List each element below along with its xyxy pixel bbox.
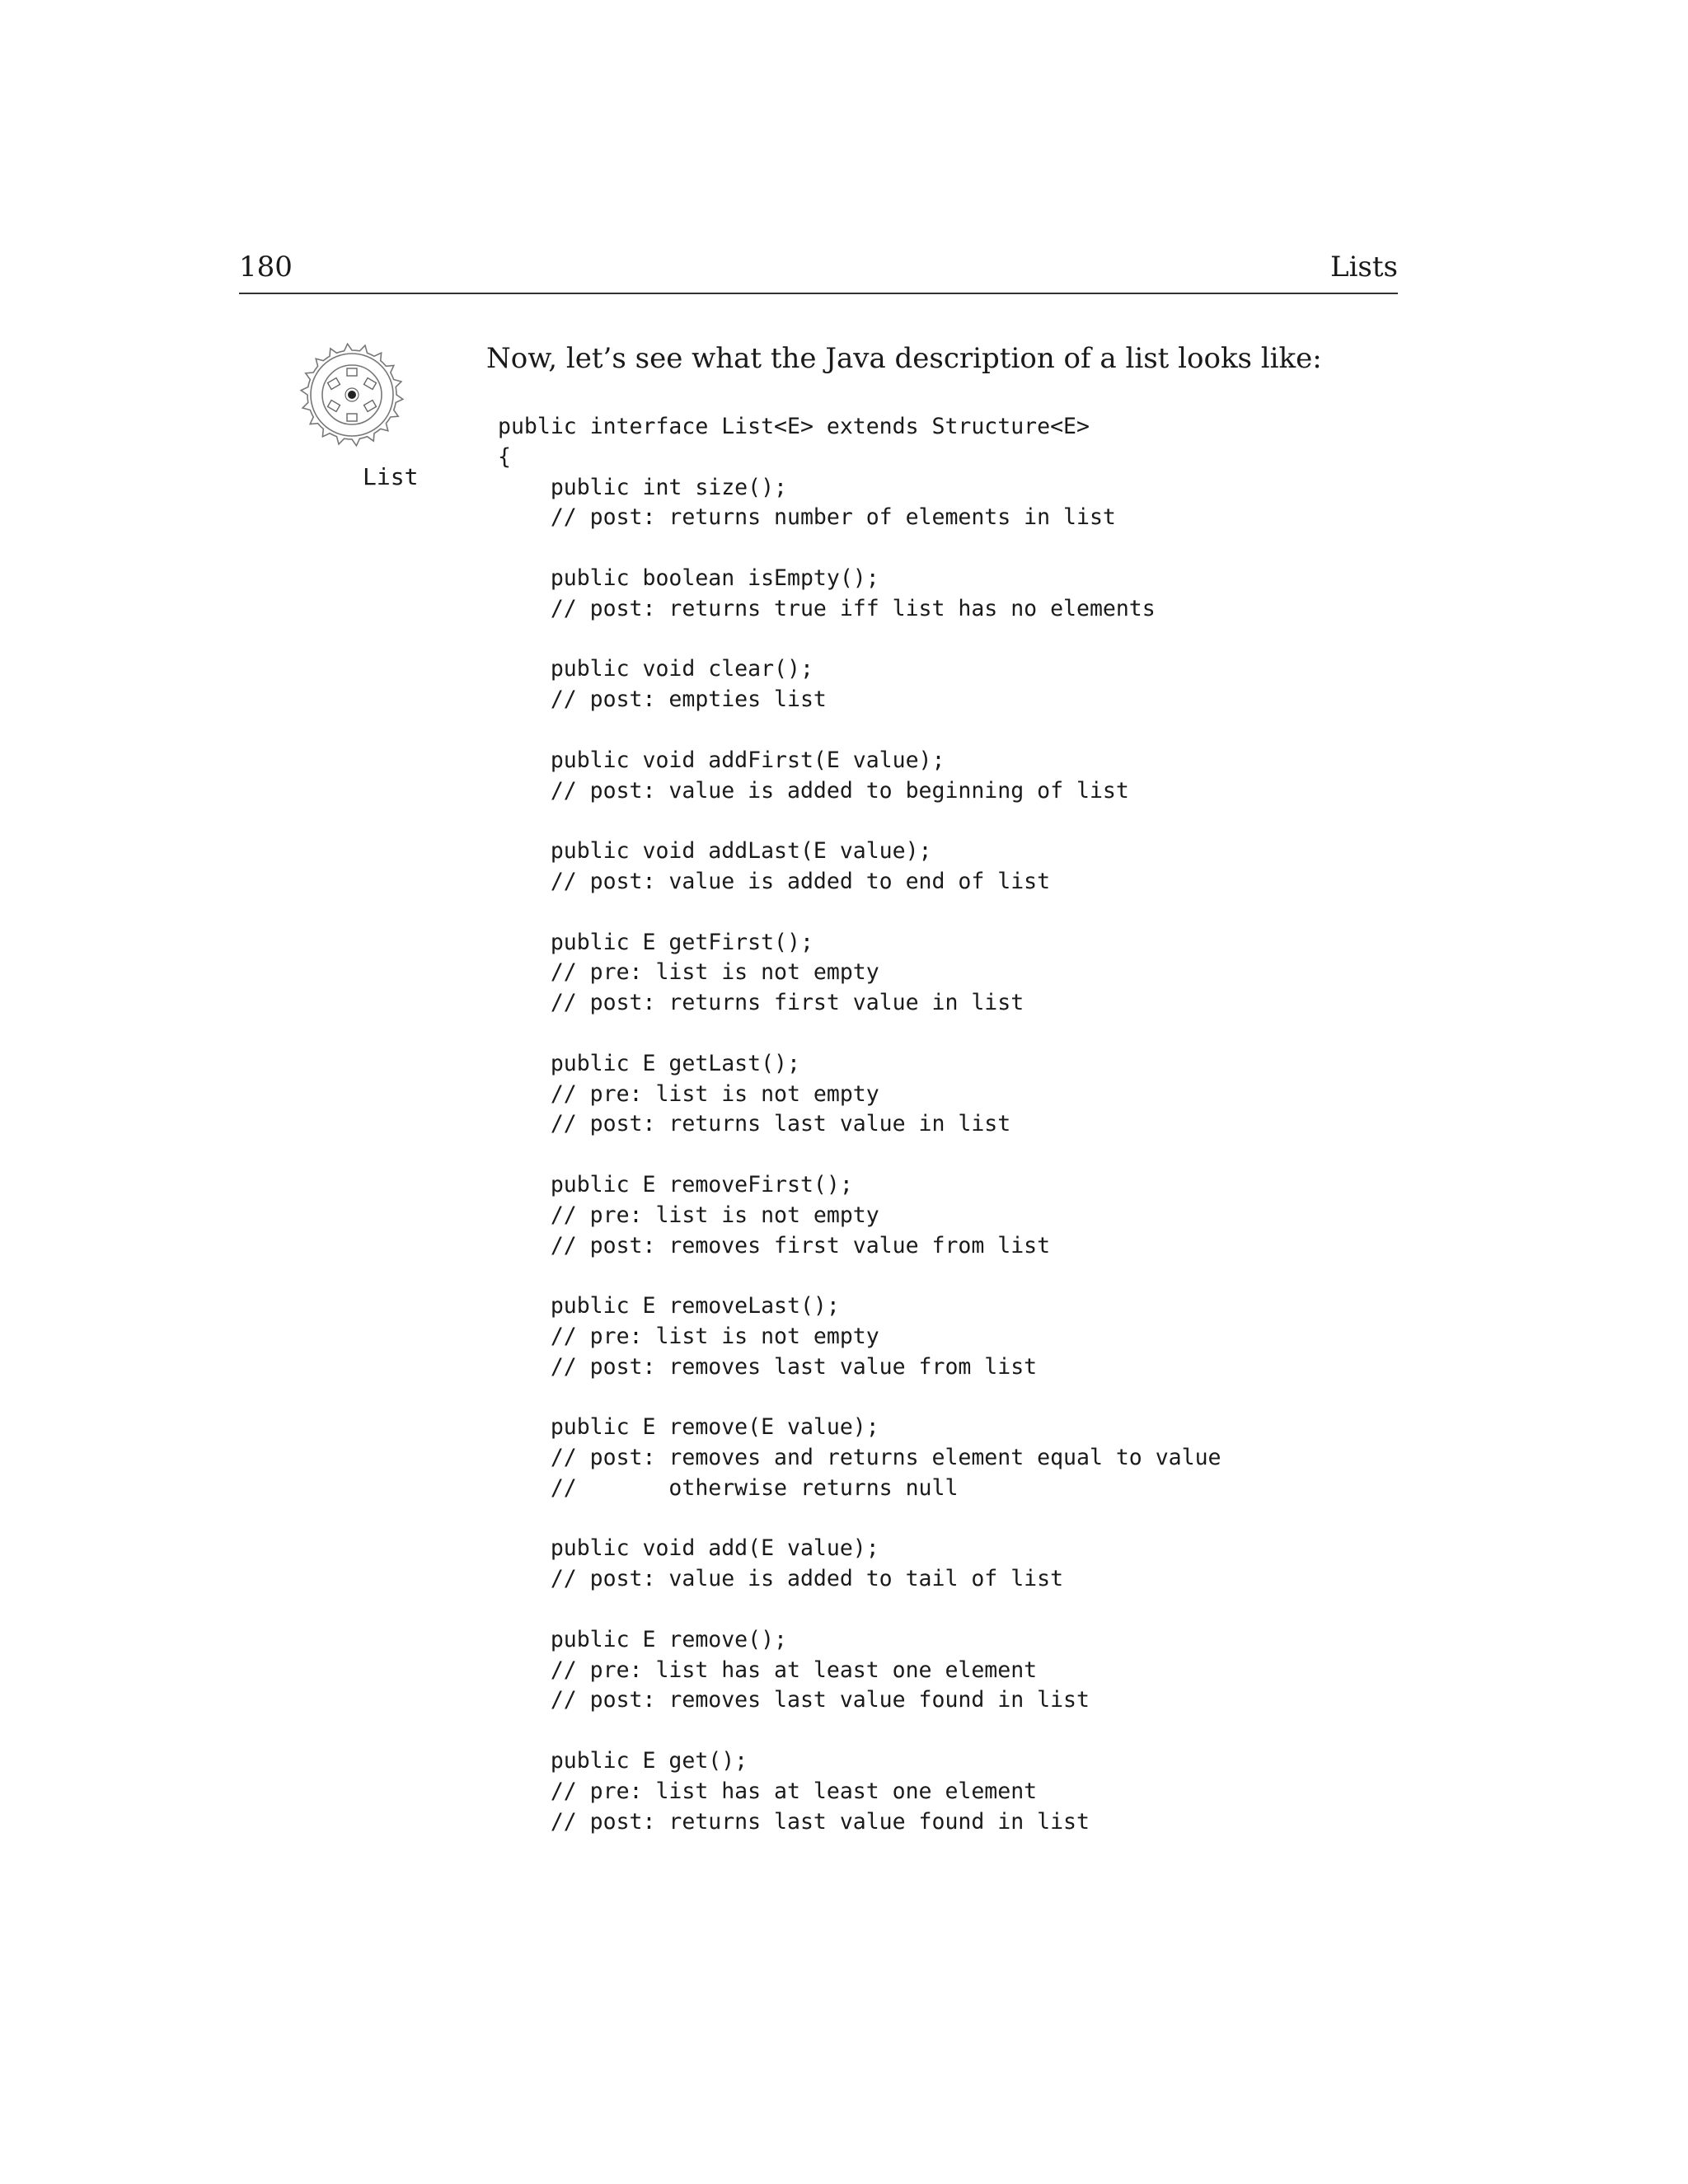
code-line	[498, 898, 1221, 928]
code-line	[498, 1383, 1221, 1413]
code-line: // post: removes last value found in list	[498, 1687, 1090, 1713]
code-line: // post: returns last value found in list	[498, 1808, 1090, 1835]
intro-paragraph: Now, let’s see what the Java description of a list looks like:	[486, 342, 1322, 375]
code-line: // otherwise returns null	[498, 1474, 959, 1501]
code-line	[498, 625, 1221, 655]
code-line: public boolean isEmpty();	[498, 565, 879, 591]
code-line	[498, 715, 1221, 746]
code-line: // post: value is added to end of list	[498, 868, 1051, 894]
page-header	[239, 251, 1398, 290]
code-line: // post: returns last value in list	[498, 1111, 1011, 1137]
code-line	[498, 1716, 1221, 1746]
code-listing	[498, 412, 1221, 1837]
code-line: public E removeLast();	[498, 1293, 840, 1319]
code-line: // post: returns true iff list has no elements	[498, 595, 1156, 621]
code-line: // pre: list is not empty	[498, 959, 879, 986]
page-number: 180	[239, 251, 293, 284]
code-line: public E removeFirst();	[498, 1171, 853, 1197]
code-line: public E getFirst();	[498, 929, 814, 955]
code-line: public void clear();	[498, 656, 814, 682]
code-line: // pre: list is not empty	[498, 1323, 879, 1349]
code-line: // pre: list has at least one element	[498, 1778, 1038, 1804]
code-line: {	[498, 443, 511, 470]
code-line: public E get();	[498, 1748, 748, 1774]
code-line	[498, 806, 1221, 837]
code-line: // post: removes first value from list	[498, 1232, 1051, 1258]
code-line: // post: removes last value from list	[498, 1353, 1038, 1380]
code-line: public interface List<E> extends Structure<E>	[498, 414, 1090, 439]
code-line	[498, 533, 1221, 564]
code-line: // post: value is added to tail of list	[498, 1566, 1064, 1592]
code-line: public void add(E value);	[498, 1535, 879, 1562]
code-line: public E getLast();	[498, 1050, 800, 1076]
code-line: public int size();	[498, 474, 787, 500]
code-line: public void addLast(E value);	[498, 838, 932, 865]
code-line: public E remove(E value);	[498, 1414, 879, 1441]
code-line	[498, 1261, 1221, 1291]
code-line: // post: removes and returns element equal to value	[498, 1445, 1221, 1471]
code-line: // pre: list is not empty	[498, 1202, 879, 1228]
header-rule	[239, 293, 1398, 294]
code-line: public void addFirst(E value);	[498, 747, 945, 773]
code-line	[498, 1019, 1221, 1049]
code-line	[498, 1140, 1221, 1170]
code-line: // pre: list has at least one element	[498, 1657, 1038, 1683]
code-line: // post: returns number of elements in list	[498, 504, 1116, 531]
code-line: // post: value is added to beginning of list	[498, 777, 1129, 804]
code-line: // post: empties list	[498, 687, 827, 713]
code-line: public E remove();	[498, 1626, 787, 1652]
running-head: Lists	[1329, 251, 1398, 284]
code-line: // post: returns first value in list	[498, 990, 1025, 1016]
code-line: // pre: list is not empty	[498, 1080, 879, 1107]
structure-gear-icon	[298, 341, 406, 448]
margin-label: List	[363, 463, 419, 490]
code-line	[498, 1595, 1221, 1625]
code-line	[498, 1504, 1221, 1535]
